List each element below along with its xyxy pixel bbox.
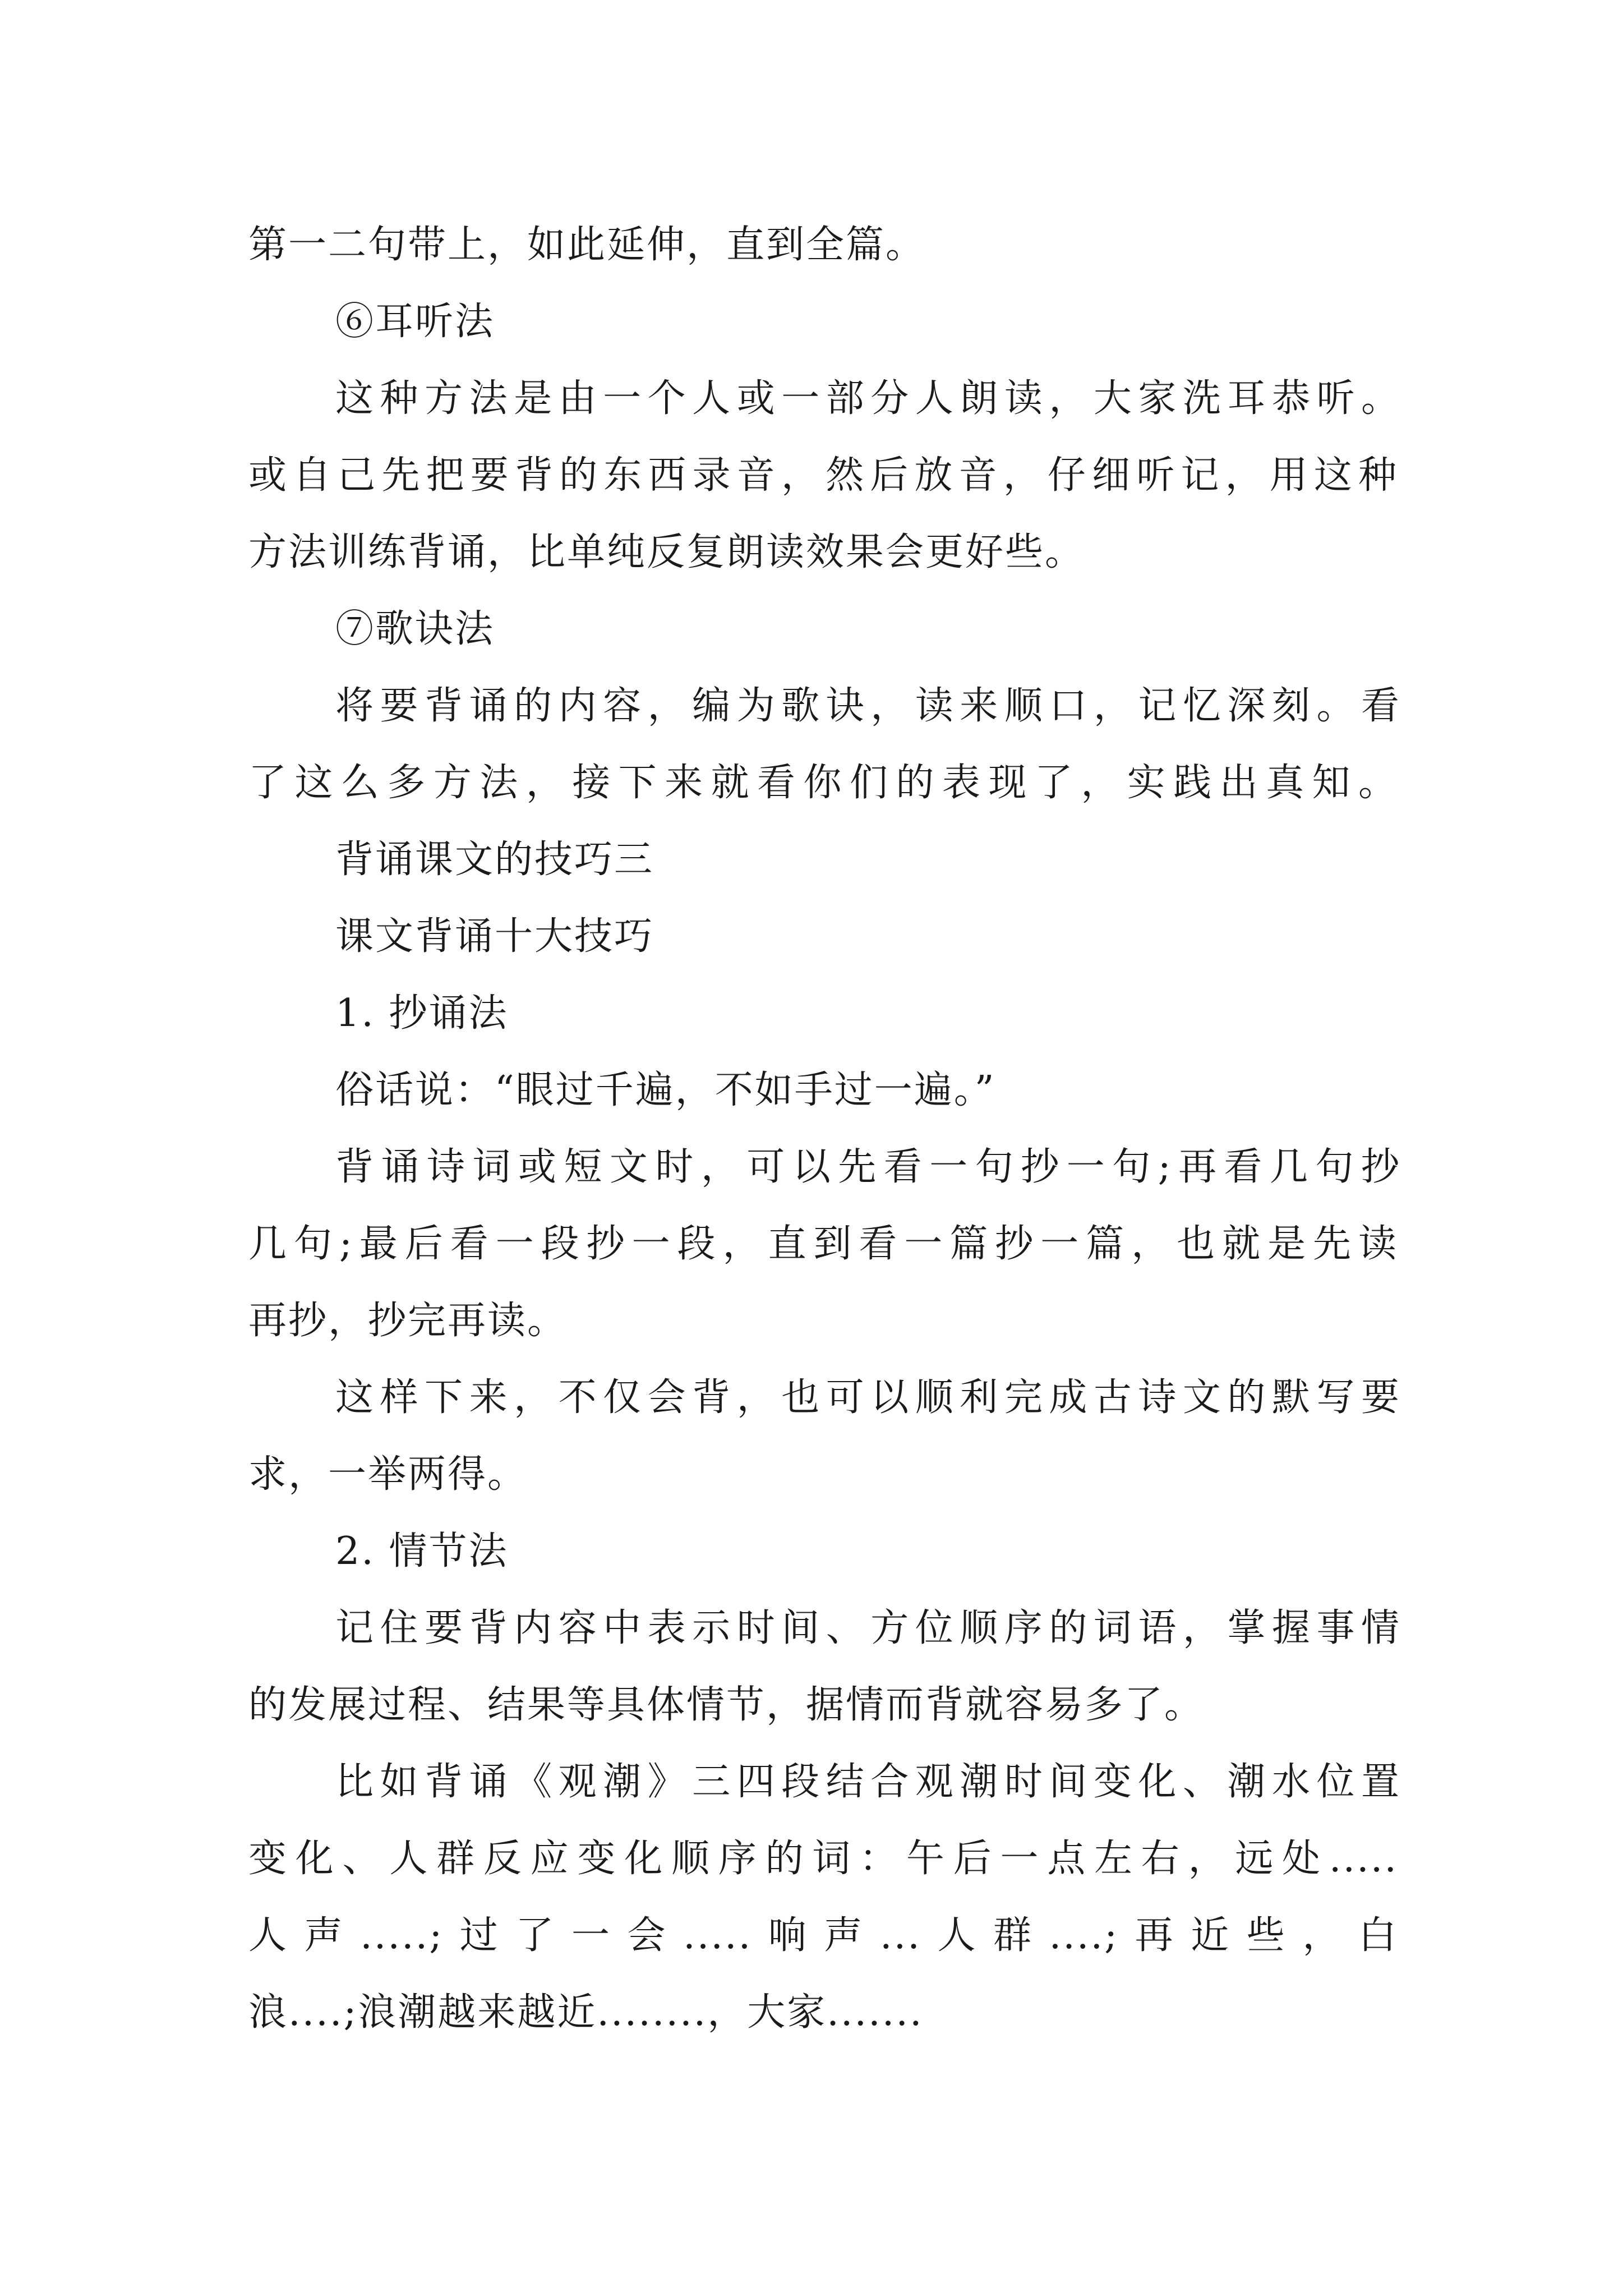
text-line-13: 背诵诗词或短文时，可以先看一句抄一句;再看几句抄 xyxy=(335,1145,1401,1189)
text-line-5: 方法训练背诵，比单纯反复朗读效果会更好些。 xyxy=(248,530,1085,574)
method-heading-ear-listening: ⑥耳听法 xyxy=(335,300,495,344)
text-line-19: 记住要背内容中表示时间、方位顺序的词语，掌握事情 xyxy=(335,1606,1401,1650)
tip-heading-plot: 2. 情节法 xyxy=(335,1529,509,1573)
text-line-21: 比如背诵《观潮》三四段结合观潮时间变化、潮水位置 xyxy=(335,1760,1401,1804)
tip-heading-copy-recite: 1. 抄诵法 xyxy=(335,991,509,1036)
section-heading-ten-tips: 课文背诵十大技巧 xyxy=(335,914,654,959)
text-line-3: 这种方法是由一个人或一部分人朗读，大家洗耳恭听。 xyxy=(335,376,1401,421)
text-line-17: 求，一举两得。 xyxy=(248,1452,528,1497)
text-line-8: 了这么多方法，接下来就看你们的表现了，实践出真知。 xyxy=(248,761,1398,805)
text-line-15: 再抄，抄完再读。 xyxy=(248,1299,568,1343)
text-line-24: 浪....;浪潮越来越近........，大家....... xyxy=(248,1990,924,2035)
section-heading-tips-three: 背诵课文的技巧三 xyxy=(335,838,654,882)
method-heading-rhyme: ⑦歌诀法 xyxy=(335,607,495,651)
text-line-1: 第一二句带上，如此延伸，直到全篇。 xyxy=(248,223,926,267)
text-line-7: 将要背诵的内容，编为歌诀，读来顺口，记忆深刻。看 xyxy=(335,684,1401,728)
text-line-14: 几句;最后看一段抄一段，直到看一篇抄一篇，也就是先读 xyxy=(248,1222,1398,1266)
text-line-4: 或自己先把要背的东西录音，然后放音，仔细听记，用这种 xyxy=(248,453,1398,498)
text-line-22: 变化、人群反应变化顺序的词：午后一点左右，远处..... xyxy=(248,1837,1398,1881)
text-line-23: 人声.....;过了一会.....响声...人群....;再近些，白 xyxy=(248,1913,1398,1958)
text-line-20: 的发展过程、结果等具体情节，据情而背就容易多了。 xyxy=(248,1683,1205,1727)
text-line-16: 这样下来，不仅会背，也可以顺利完成古诗文的默写要 xyxy=(335,1375,1401,1420)
text-line-12: 俗话说：“眼过千遍，不如手过一遍。” xyxy=(335,1068,996,1112)
